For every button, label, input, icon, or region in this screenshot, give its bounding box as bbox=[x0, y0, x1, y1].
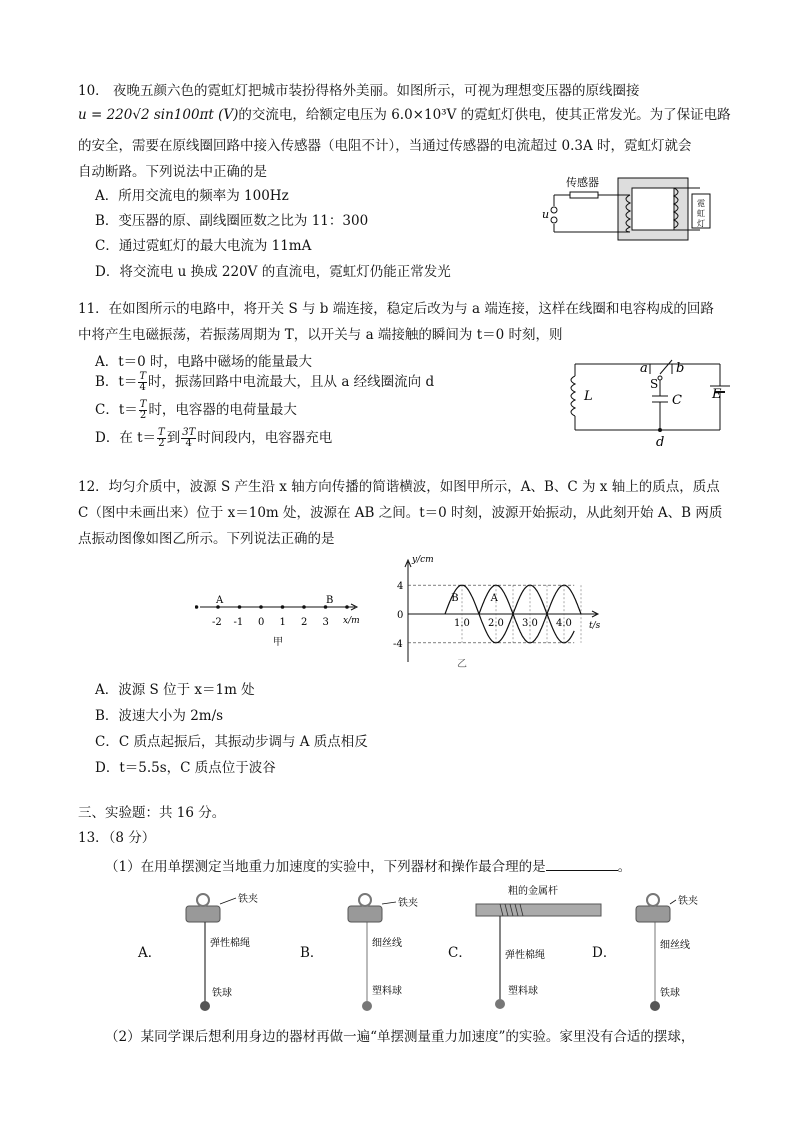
point-a-label: A bbox=[216, 595, 224, 606]
tick-dot bbox=[238, 605, 242, 609]
option-b-letter: B． bbox=[300, 945, 324, 961]
y-axis-label: y/cm bbox=[412, 555, 434, 565]
q13-part1: （1）在用单摆测定当地重力加速度的实验中，下列器材和操作最合理的是 。 bbox=[105, 856, 631, 876]
q10-option-b: B．变压器的原、副线圈匝数之比为 11：300 bbox=[95, 213, 369, 229]
lamp-label-1: 霓 bbox=[697, 199, 705, 208]
option-b-string-label: 细丝线 bbox=[372, 938, 402, 949]
pendulum-b bbox=[342, 888, 442, 1018]
y-tick-label: 0 bbox=[397, 610, 404, 621]
label-b: b bbox=[676, 361, 685, 376]
sensor-label: 传感器 bbox=[566, 176, 599, 189]
q10-option-c: C．通过霓虹灯的最大电流为 11mA bbox=[95, 238, 312, 254]
x-tick-label: 0 bbox=[258, 617, 265, 628]
lc-circuit-figure bbox=[560, 352, 735, 452]
label-d: d bbox=[656, 435, 665, 450]
q10-option-a: A．所用交流电的频率为 100Hz bbox=[95, 188, 289, 204]
figure-jia bbox=[195, 585, 375, 655]
iron-clip-icon bbox=[348, 906, 382, 922]
source-u-label: u bbox=[542, 208, 550, 221]
q10-option-d: D．将交流电 u 换成 220V 的直流电，霓虹灯仍能正常发光 bbox=[95, 264, 451, 280]
x-tick-label: 1 bbox=[279, 617, 286, 628]
pendulum-c bbox=[470, 882, 610, 1018]
label-c: C bbox=[672, 393, 682, 408]
x-tick-label: 3.0 bbox=[522, 618, 538, 629]
label-a: a bbox=[640, 361, 648, 376]
q11-option-b: B．t＝ $\frac{T}{4}$ 时，振荡回路中电流最大，且从 a 经线圈流向 d bbox=[95, 371, 435, 393]
q11-option-a: A．t＝0 时，电路中磁场的能量最大 bbox=[95, 354, 313, 370]
label-s: S bbox=[650, 377, 659, 391]
x-tick-label: 2 bbox=[301, 617, 308, 628]
option-d-ball-label: 铁球 bbox=[660, 988, 680, 999]
sensor-box bbox=[570, 192, 598, 198]
q10-formula: u = 220√2 sin100πt (V) bbox=[78, 107, 239, 123]
curve-label-b: B bbox=[451, 593, 459, 605]
option-c-letter: C． bbox=[448, 945, 472, 961]
option-a-string-label: 弹性棉绳 bbox=[210, 938, 250, 949]
option-b-ball-label: 塑料球 bbox=[372, 986, 402, 997]
tick-dot bbox=[302, 605, 306, 609]
option-b-top-label: 铁夹 bbox=[398, 898, 418, 909]
q10-line2-rest: 的交流电，给额定电压为 6.0×10³V 的霓虹灯供电，使其正常发光。为了保证电路 bbox=[238, 107, 731, 123]
q12-option-a: A．波源 S 位于 x＝1m 处 bbox=[95, 682, 255, 698]
x-tick-label: 3 bbox=[322, 617, 329, 628]
answer-blank[interactable] bbox=[546, 856, 618, 871]
x-tick-label: 4.0 bbox=[556, 618, 572, 629]
q11-option-d: D．在 t＝ $\frac{T}{2}$ 到 $\frac{3T}{4}$ 时间段内，电容器充电 bbox=[95, 427, 333, 449]
section-3-heading: 三、实验题：共 16 分。 bbox=[78, 805, 226, 821]
t-axis-label: t/s bbox=[589, 621, 601, 631]
label-e: E bbox=[712, 387, 722, 402]
q11-option-c: C．t＝ $\frac{T}{2}$ 时，电容器的电荷量最大 bbox=[95, 399, 297, 421]
q12-option-d: D．t＝5.5s，C 质点位于波谷 bbox=[95, 760, 276, 776]
option-c-top-label: 粗的金属杆 bbox=[508, 886, 558, 897]
x-tick-label: 2.0 bbox=[488, 618, 504, 629]
option-d-string-label: 细丝线 bbox=[660, 940, 690, 951]
point-b-label: B bbox=[326, 595, 334, 606]
label-l: L bbox=[584, 389, 593, 404]
ball-d bbox=[650, 1001, 660, 1011]
q12-line2: C（图中未画出来）位于 x＝10m 处，波源在 AB 之间。t＝0 时刻，波源开始振动，从此刻开始 A、B 两质 bbox=[78, 505, 723, 521]
option-a-top-label: 铁夹 bbox=[238, 894, 258, 905]
x-tick-label: -2 bbox=[212, 617, 222, 628]
y-tick-label: -4 bbox=[393, 638, 403, 650]
tick-dot bbox=[281, 605, 285, 609]
ball-a bbox=[200, 1001, 210, 1011]
y-tick-label: 4 bbox=[397, 581, 404, 593]
q10-line4: 自动断路。下列说法中正确的是 bbox=[78, 164, 267, 180]
pendulum-d bbox=[630, 888, 730, 1018]
q10-line2 bbox=[78, 106, 731, 124]
inductor-l bbox=[571, 376, 575, 416]
option-a-ball-label: 铁球 bbox=[212, 988, 232, 999]
option-d-letter: D． bbox=[592, 945, 617, 961]
x-tick-label: 1.0 bbox=[454, 618, 470, 629]
switch-s bbox=[660, 360, 672, 374]
metal-rod bbox=[476, 904, 601, 916]
x-axis-label-jia: x/m bbox=[343, 616, 360, 626]
q10-line1: 10． 夜晚五颜六色的霓虹灯把城市装扮得格外美丽。如图所示，可视为理想变压器的原线圈接 bbox=[78, 83, 640, 99]
x-tick-label: -1 bbox=[233, 617, 244, 628]
option-d-top-label: 铁夹 bbox=[678, 896, 698, 907]
option-c-string-label: 弹性棉绳 bbox=[505, 950, 545, 961]
option-c-ball-label: 塑料球 bbox=[508, 986, 538, 997]
transformer-figure bbox=[540, 170, 720, 252]
q13-part2: （2）某同学课后想利用身边的器材再做一遍“单摆测量重力加速度”的实验。家里没有合适的摆球， bbox=[105, 1029, 695, 1045]
curve-label-a: A bbox=[490, 593, 498, 605]
ball-c bbox=[495, 999, 505, 1009]
pendulum-a bbox=[180, 888, 280, 1018]
lamp-label-2: 虹 bbox=[697, 209, 705, 218]
q12-option-c: C．C 质点起振后，其振动步调与 A 质点相反 bbox=[95, 734, 368, 750]
iron-clip-icon bbox=[636, 906, 670, 922]
iron-clip-icon bbox=[186, 906, 220, 922]
ball-b bbox=[362, 1001, 372, 1011]
tick-dot bbox=[345, 605, 349, 609]
q12-option-b: B．波速大小为 2m/s bbox=[95, 708, 224, 724]
q11-line1: 11．在如图所示的电路中，将开关 S 与 b 端连接，稳定后改为与 a 端连接，这样在线圈和电容构成的回路 bbox=[78, 301, 714, 317]
q10-line3: 的安全，需要在原线圈回路中接入传感器（电阻不计），当通过传感器的电流超过 0.3A 时，霓虹灯就会 bbox=[78, 138, 692, 154]
caption-yi: 乙 bbox=[457, 659, 467, 670]
tick-dot bbox=[195, 605, 198, 609]
figure-yi-chart bbox=[392, 552, 607, 670]
caption-jia: 甲 bbox=[273, 637, 283, 648]
q11-line2: 中将产生电磁振荡，若振荡周期为 T，以开关与 a 端接触的瞬间为 t＝0 时刻，则 bbox=[78, 327, 563, 343]
q13-head: 13．（8 分） bbox=[78, 830, 156, 846]
lamp-label-3: 灯 bbox=[697, 219, 705, 228]
q12-line1: 12．均匀介质中，波源 S 产生沿 x 轴方向传播的简谐横波，如图甲所示，A、B、C 为 x 轴上的质点，质点 bbox=[78, 479, 720, 495]
q12-line3: 点振动图像如图乙所示。下列说法正确的是 bbox=[78, 531, 335, 547]
tick-dot bbox=[259, 605, 263, 609]
option-a-letter: A． bbox=[138, 945, 162, 961]
